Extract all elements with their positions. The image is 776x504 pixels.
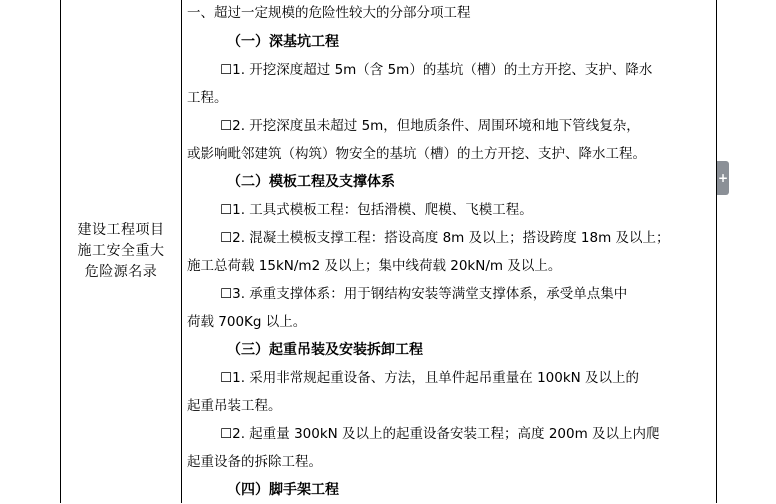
subsection-heading: （三）起重吊装及安装拆卸工程 xyxy=(227,342,423,358)
checklist-item-continued: 起重吊装工程。 xyxy=(187,398,282,414)
expand-tab[interactable] xyxy=(717,161,729,195)
checklist-item-continued: 或影响毗邻建筑（构筑）物安全的基坑（槽）的土方开挖、支护、降水工程。 xyxy=(187,146,646,162)
section-heading: 一、超过一定规模的危险性较大的分部分项工程 xyxy=(187,5,471,21)
checklist-item: ☐1. 工具式模板工程：包括滑模、爬模、飞模工程。 xyxy=(220,202,533,218)
table-border-right xyxy=(716,0,717,503)
subsection-heading: （二）模板工程及支撑体系 xyxy=(227,174,395,190)
checklist-item-continued: 起重设备的拆除工程。 xyxy=(187,454,322,470)
checklist-item: ☐1. 采用非常规起重设备、方法，且单件起吊重量在 100kN 及以上的 xyxy=(220,370,640,386)
content-cell xyxy=(187,0,712,504)
subsection-heading: （一）深基坑工程 xyxy=(227,34,339,50)
category-label: 建设工程项目 施工安全重大 危险源名录 xyxy=(77,222,165,280)
checklist-item: ☐1. 开挖深度超过 5m（含 5m）的基坑（槽）的土方开挖、支护、降水 xyxy=(220,62,653,78)
category-cell xyxy=(61,0,181,503)
checklist-item: ☐3. 承重支撑体系：用于钢结构安装等满堂支撑体系，承受单点集中 xyxy=(220,286,628,302)
checklist-item-continued: 施工总荷载 15kN/m2 及以上；集中线荷载 20kN/m 及以上。 xyxy=(187,258,562,274)
checklist-item-continued: 荷载 700Kg 以上。 xyxy=(187,314,307,330)
checklist-item-continued: 工程。 xyxy=(187,90,228,106)
checklist-item: ☐2. 混凝土模板支撑工程：搭设高度 8m 及以上；搭设跨度 18m 及以上； xyxy=(220,230,670,246)
checklist-item: ☐2. 起重量 300kN 及以上的起重设备安装工程；高度 200m 及以上内爬 xyxy=(220,426,660,442)
plus-icon: + xyxy=(717,171,729,185)
subsection-heading: （四）脚手架工程 xyxy=(227,482,339,498)
checklist-item: ☐2. 开挖深度虽未超过 5m，但地质条件、周围环境和地下管线复杂， xyxy=(220,118,640,134)
table-border-middle xyxy=(181,0,182,503)
